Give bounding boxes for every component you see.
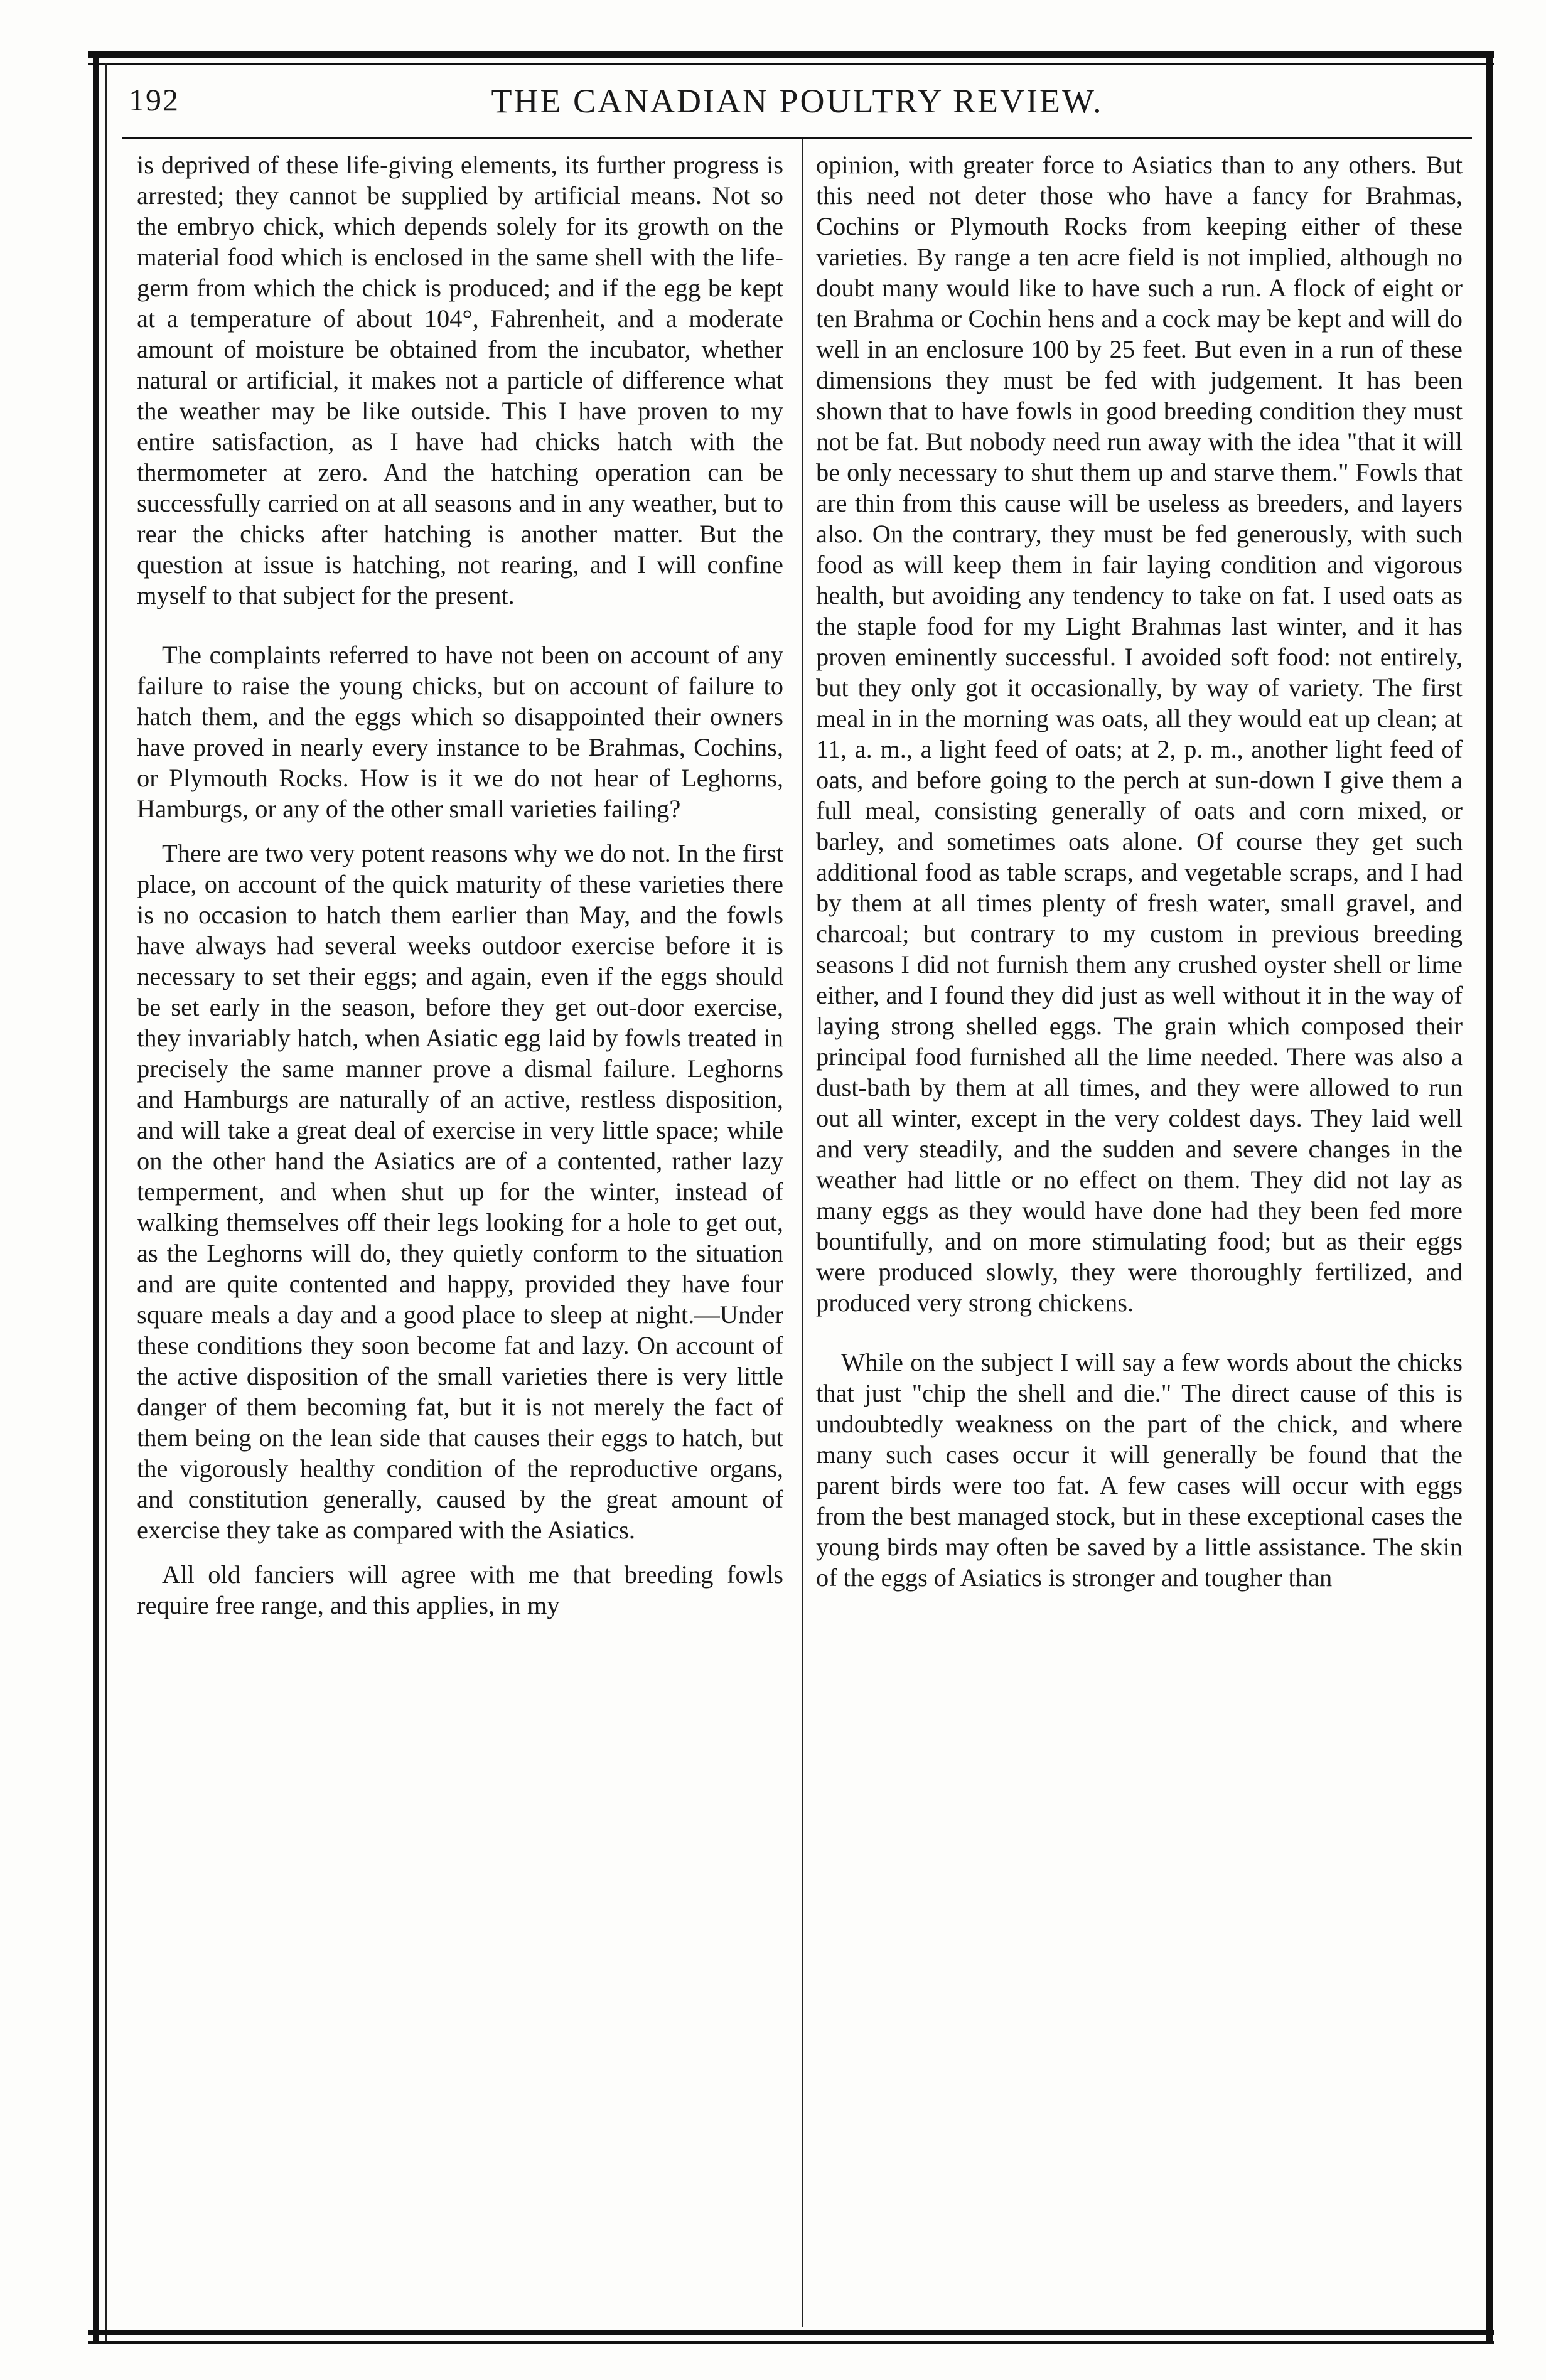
paragraph: All old fanciers will agree with me that breeding fowls require free range, and this applies, in my <box>137 1560 783 1619</box>
left-border-rule-thin <box>105 63 107 2342</box>
paragraph: opinion, with greater force to Asiatics than to any others. But this need not deter those who have a fancy for Brahmas, Cochins or Plymouth Rocks from keeping either of these varieties. By range a ten acre field is not implied, although no doubt many would like to have such a run. A flock of eight or ten Brahma or Cochin hens and a cock may be kept and will do well in an enclosure 100 by 25 feet. But even in a run of these dimensions they must be fed with judgement. It has been shown that to have fowls in good breeding condition they must not be fat. But nobody need run away with the idea "that it will be only necessary to shut them up and starve them." Fowls that are thin from this cause will be useless as breeders, and layers also. On the contrary, they must be fed generously, with such food as will keep them in fair laying condition and vigorous health, but avoiding any tendency to take on fat. I used oats as the staple food for my Light Brahmas last winter, and it has proven eminently successful. I avoided soft food: not entirely, but they only got it occasionally, by way of variety. The first meal in in the morning was oats, all they would eat up clean; at 11, a. m., a light feed of oats; at 2, p. m., another light feed of oats, and before going to the perch at sun-down I give them a full meal, consisting generally of oats and corn mixed, or barley, and sometimes oats alone. Of course they get such additional food as table scraps, and vegetable scraps, and I had by them at all times plenty of fresh water, small gravel, and charcoal; but contrary to my custom in previous breeding seasons I did not furnish them any crushed oyster shell or lime either, and I found they did just as well without it in the way of laying strong shelled eggs. The grain which composed their principal food furnished all the lime needed. There was also a dust-bath by them at all times, and they were allowed to run out all winter, except in the very coldest days. They laid well and very steadily, and the sudden and severe changes in the weather had little or no effect on them. They did not lay as many eggs as they would have done had they been fed more bountifully, and on more stimulating food; but as their eggs were produced slowly, they were thoroughly fertilized, and produced very strong chickens. <box>816 151 1463 1317</box>
right-column <box>816 149 1463 1607</box>
paragraph: is deprived of these life-giving elements, its further progress is arrested; they cannot be supplied by artificial means. Not so the embryo chick, which depends solely for its growth on the material food which is enclosed in the same shell with the life-germ from which the chick is produced; and if the egg be kept at a temperature of about 104°, Fahrenheit, and a moderate amount of moisture be obtained from the incubator, whether natural or artificial, it makes not a particle of difference what the weather may be like outside. This I have proven to my entire satisfaction, as I have had chicks hatch with the thermometer at zero. And the hatching operation can be successfully carried on at all seasons and in any weather, but to rear the chicks after hatching is another matter. But the question at issue is hatching, not rearing, and I will confine myself to that subject for the present. <box>137 151 783 609</box>
running-title: THE CANADIAN POULTRY REVIEW. <box>491 82 1103 120</box>
column-divider <box>802 139 803 2327</box>
right-border-rule <box>1486 51 1493 2342</box>
bottom-border-rule-thin <box>88 2341 1494 2344</box>
page-header <box>122 82 1472 126</box>
bottom-border-rule <box>88 2330 1494 2335</box>
paragraph: While on the subject I will say a few words about the chicks that just "chip the shell and die." The direct cause of this is undoubtedly weakness on the part of the chick, and where many such cases occur it will generally be found that the parent birds were too fat. A few cases will occur with eggs from the best managed stock, but in these exceptional cases the young birds may often be saved by a little assistance. The skin of the eggs of Asiatics is stronger and tougher than <box>816 1348 1463 1592</box>
paragraph-separator <box>137 624 783 626</box>
paragraph: The complaints referred to have not been on account of any failure to raise the young chicks, but on account of failure to hatch them, and the eggs which so disappointed their owners have proved in nearly every instance to be Brahmas, Cochins, or Plymouth Rocks. How is it we do not hear of Leghorns, Hamburgs, or any of the other small varieties failing? <box>137 641 783 823</box>
left-column <box>137 149 783 1634</box>
top-border-rule <box>88 51 1494 58</box>
paragraph-separator <box>816 1332 1463 1333</box>
paragraph: There are two very potent reasons why we do not. In the first place, on account of the quick maturity of these varieties there is no occasion to hatch them earlier than May, and the fowls have always had several weeks outdoor exercise before it is necessary to set their eggs; and again, even if the eggs should be set early in the season, before they get out-door exercise, they invariably hatch, when Asiatic egg laid by fowls treated in precisely the same manner prove a dismal failure. Leghorns and Hamburgs are naturally of an active, restless disposition, and will take a great deal of exercise in very little space; while on the other hand the Asiatics are of a contented, rather lazy temperment, and when shut up for the winter, instead of walking themselves off their legs looking for a hole to get out, as the Leghorns will do, they quietly conform to the situation and are quite contented and happy, provided they have four square meals a day and a good place to sleep at night.—Under these conditions they soon become fat and lazy. On account of the active disposition of the small varieties there is very little danger of them becoming fat, but it is not merely the fact of them being on the lean side that causes their eggs to hatch, but the vigorously healthy condition of the reproductive organs, and constitution generally, caused by the great amount of exercise they take as compared with the Asiatics. <box>137 839 783 1544</box>
header-rule <box>122 137 1472 139</box>
top-border-rule-thin <box>88 63 1494 65</box>
left-border-rule <box>93 51 99 2342</box>
page-number: 192 <box>129 82 180 117</box>
